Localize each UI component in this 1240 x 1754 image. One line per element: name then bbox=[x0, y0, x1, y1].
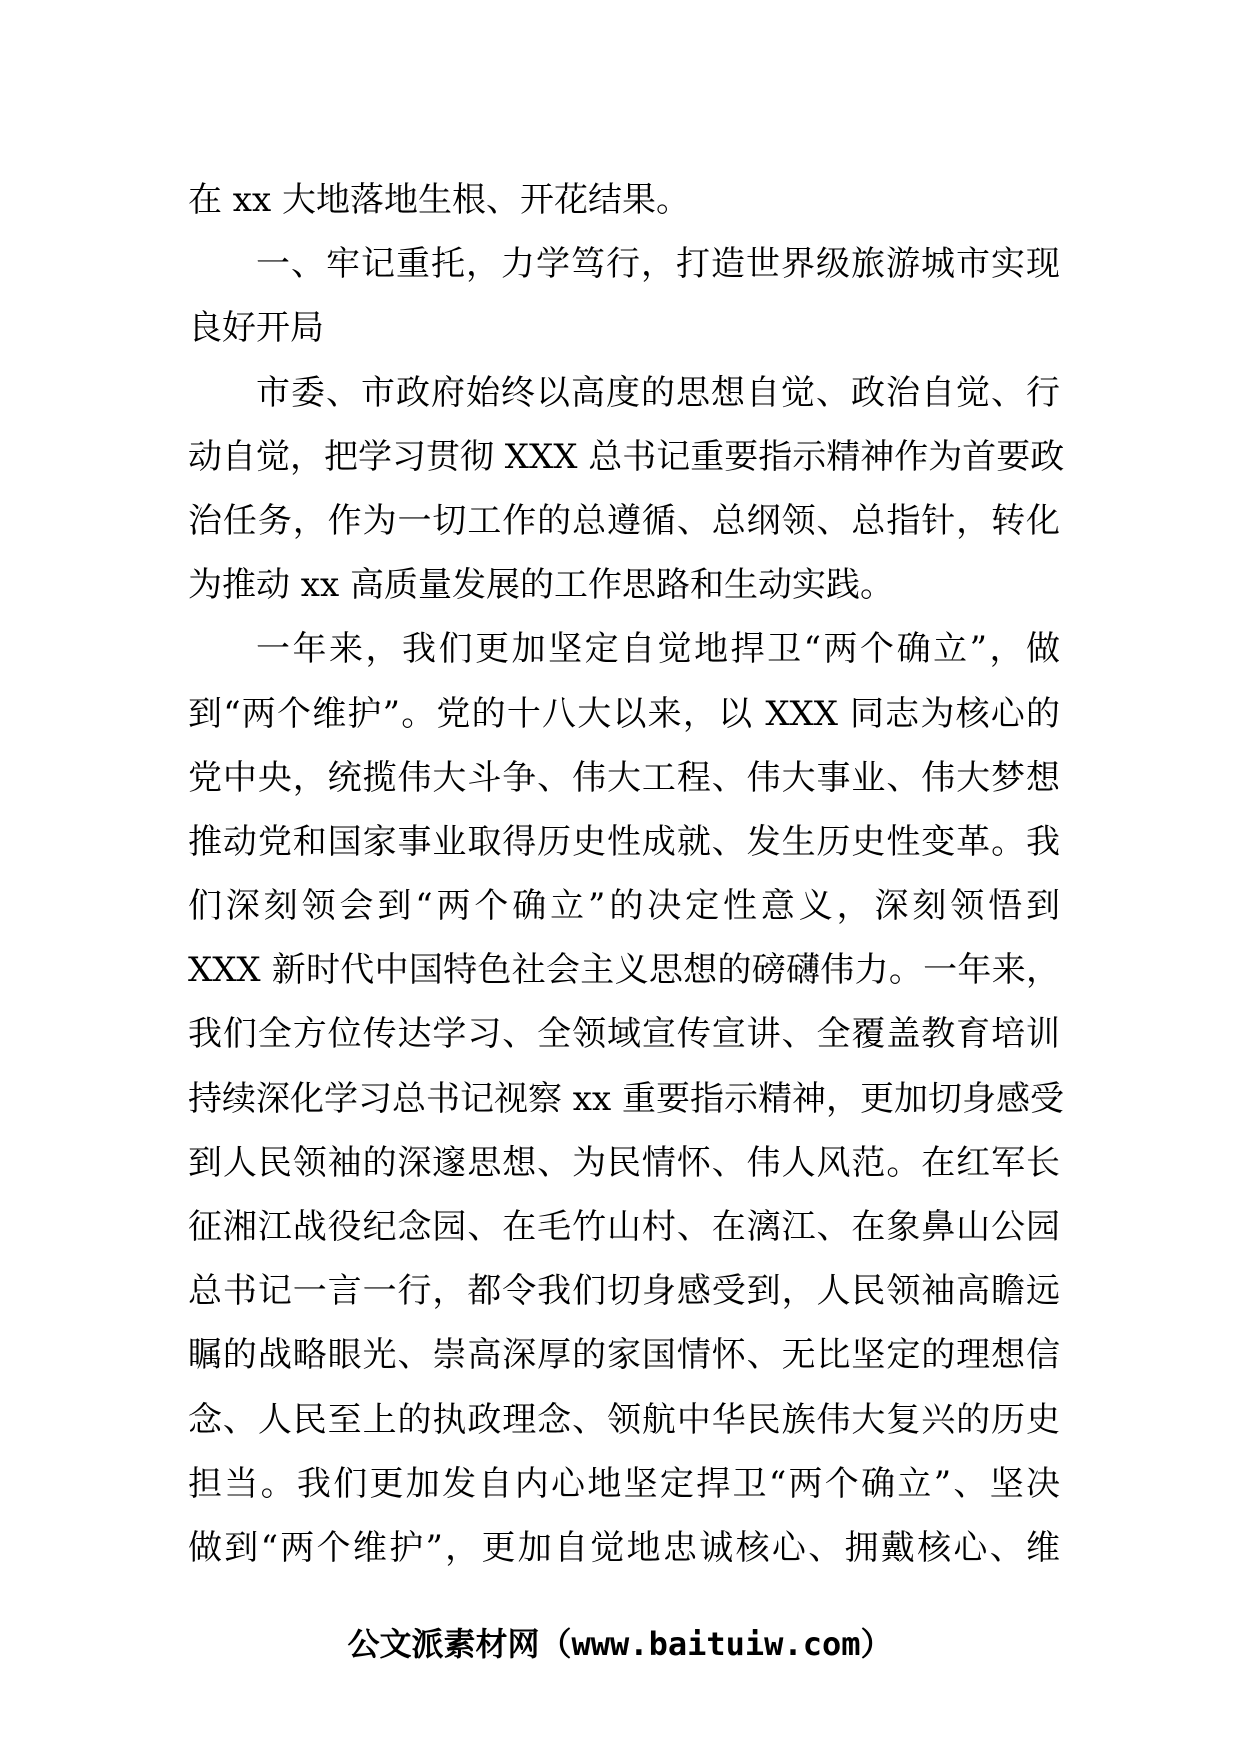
text-line: 一、牢记重托，力学笃行，打造世界级旅游城市实现 bbox=[256, 244, 1060, 285]
text-line: 瞩的战略眼光、崇高深厚的家国情怀、无比坚定的理想信 bbox=[188, 1335, 1060, 1376]
text-line: 做到“两个维护”，更加自觉地忠诚核心、拥戴核心、维 bbox=[188, 1527, 1060, 1568]
footer-watermark: 公文派素材网（www.baituiw.com） bbox=[347, 1625, 893, 1663]
text-line: XXX 新时代中国特色社会主义思想的磅礴伟力。一年来， bbox=[188, 950, 1060, 991]
text-line: 党中央，统揽伟大斗争、伟大工程、伟大事业、伟大梦想 bbox=[188, 757, 1060, 798]
text-line: 治任务，作为一切工作的总遵循、总纲领、总指针，转化 bbox=[188, 500, 1060, 541]
text-line: 念、人民至上的执政理念、领航中华民族伟大复兴的历史 bbox=[188, 1399, 1060, 1440]
text-line: 们深刻领会到“两个确立”的决定性意义，深刻领悟到 bbox=[188, 886, 1060, 927]
text-line: 推动党和国家事业取得历史性成就、发生历史性变革。我 bbox=[188, 821, 1060, 862]
text-line: 总书记一言一行，都令我们切身感受到，人民领袖高瞻远 bbox=[188, 1271, 1060, 1312]
text-line: 担当。我们更加发自内心地坚定捍卫“两个确立”、坚决 bbox=[188, 1463, 1060, 1504]
document-body bbox=[188, 168, 1065, 1580]
text-line: 持续深化学习总书记视察 xx 重要指示精神，更加切身感受 bbox=[188, 1078, 1064, 1119]
text-line: 到人民领袖的深邃思想、为民情怀、伟人风范。在红军长 bbox=[188, 1142, 1060, 1183]
text-line: 到“两个维护”。党的十八大以来，以 XXX 同志为核心的 bbox=[188, 693, 1060, 734]
text-line: 在 xx 大地落地生根、开花结果。 bbox=[188, 180, 690, 220]
text-line: 我们全方位传达学习、全领域宣传宣讲、全覆盖教育培训 bbox=[188, 1014, 1060, 1055]
text-line: 动自觉，把学习贯彻 XXX 总书记重要指示精神作为首要政 bbox=[188, 436, 1065, 477]
text-line: 市委、市政府始终以高度的思想自觉、政治自觉、行 bbox=[256, 372, 1060, 413]
text-line: 征湘江战役纪念园、在毛竹山村、在漓江、在象鼻山公园 bbox=[188, 1207, 1060, 1247]
text-line: 一年来，我们更加坚定自觉地捍卫“两个确立”，做 bbox=[256, 629, 1060, 670]
text-line: 为推动 xx 高质量发展的工作思路和生动实践。 bbox=[188, 565, 894, 606]
text-line: 良好开局 bbox=[188, 308, 324, 349]
